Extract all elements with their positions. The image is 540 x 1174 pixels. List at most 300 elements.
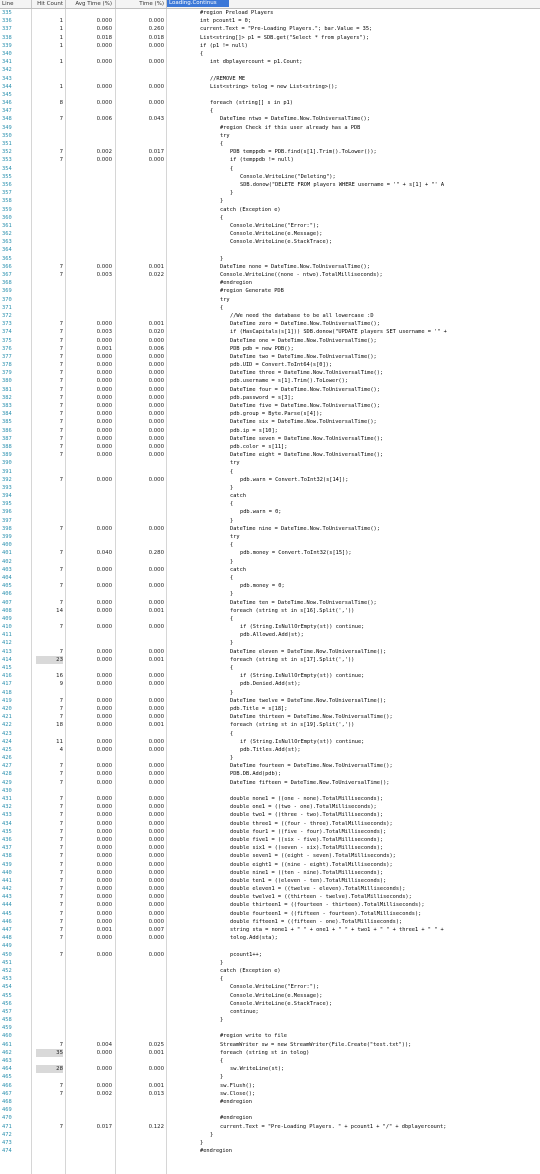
table-row[interactable] (0, 328, 540, 336)
line-number: 348 (2, 116, 12, 123)
table-row[interactable] (0, 246, 540, 254)
time-cell: 0.000 (148, 763, 164, 770)
table-row[interactable] (0, 893, 540, 901)
table-row[interactable] (0, 34, 540, 42)
table-row[interactable] (0, 828, 540, 836)
table-row[interactable] (0, 124, 540, 132)
table-row[interactable] (0, 468, 540, 476)
table-row[interactable] (0, 1139, 540, 1147)
code-line: DateTime fifteen = DateTime.Now.ToUniversalTime(); (230, 779, 390, 786)
hit-count-cell (36, 214, 63, 222)
table-row[interactable] (0, 599, 540, 607)
table-row[interactable] (0, 165, 540, 173)
line-number: 457 (2, 1008, 12, 1015)
time-cell: 0.000 (148, 705, 164, 712)
avg-time-cell (68, 541, 112, 549)
table-row[interactable] (0, 369, 540, 377)
code-line: current.Text = "Pre-Loading Players. " + pcount1 + "/" + dbplayercount; (220, 1123, 447, 1130)
table-row[interactable] (0, 1024, 540, 1032)
table-row[interactable] (0, 42, 540, 50)
hit-count-cell: 7 (59, 419, 63, 426)
line-number: 469 (2, 1107, 12, 1114)
line-number: 362 (2, 231, 12, 238)
line-number: 421 (2, 714, 12, 721)
table-row[interactable] (0, 942, 540, 950)
table-row[interactable] (0, 58, 540, 66)
table-row[interactable] (0, 1106, 540, 1114)
table-row[interactable] (0, 361, 540, 369)
table-row[interactable] (0, 156, 540, 164)
code-line: } (230, 591, 234, 598)
code-line: #region Preload Players (200, 10, 274, 16)
table-row[interactable] (0, 1090, 540, 1098)
avg-time-cell (68, 459, 112, 467)
time-column-header[interactable]: Time (%) (139, 1, 164, 7)
code-line: } (230, 190, 234, 197)
code-line: } (230, 517, 234, 524)
time-cell: 0.000 (148, 476, 164, 483)
table-row[interactable] (0, 689, 540, 697)
time-cell: 0.000 (148, 902, 164, 909)
table-row[interactable] (0, 459, 540, 467)
table-row[interactable] (0, 1147, 540, 1155)
table-row[interactable] (0, 1008, 540, 1016)
avg-time-cell (68, 287, 112, 295)
line-number: 422 (2, 722, 12, 729)
table-row[interactable] (0, 1057, 540, 1065)
hit-count-cell: 7 (59, 411, 63, 418)
table-row[interactable] (0, 607, 540, 615)
table-row[interactable] (0, 566, 540, 574)
time-cell: 0.000 (148, 681, 164, 688)
table-row[interactable] (0, 754, 540, 762)
table-row[interactable] (0, 836, 540, 844)
table-row[interactable] (0, 926, 540, 934)
line-number: 428 (2, 771, 12, 778)
table-row[interactable] (0, 427, 540, 435)
avg-time-cell: 0.000 (96, 337, 112, 344)
avg-time-cell (68, 975, 112, 983)
code-line: { (230, 542, 234, 549)
line-column-header[interactable]: Line (2, 1, 14, 7)
table-row[interactable] (0, 770, 540, 778)
table-row[interactable] (0, 394, 540, 402)
time-cell (118, 1008, 164, 1016)
table-row[interactable] (0, 844, 540, 852)
table-row[interactable] (0, 730, 540, 738)
code-line: double none1 = ((one - none).TotalMilliseconds); (230, 796, 384, 802)
line-number: 384 (2, 411, 12, 418)
hit-count-cell: 23 (36, 656, 63, 664)
avg-time-cell: 0.000 (96, 435, 112, 442)
table-row[interactable] (0, 214, 540, 222)
hit-count-cell (36, 165, 63, 173)
code-line: pdb.warn = 0; (240, 509, 282, 516)
column-divider[interactable] (65, 0, 66, 8)
line-number: 446 (2, 918, 12, 925)
table-row[interactable] (0, 549, 540, 557)
time-cell (118, 1114, 164, 1122)
table-row[interactable] (0, 664, 540, 672)
table-row[interactable] (0, 508, 540, 516)
hit-count-cell: 7 (59, 845, 63, 852)
line-number: 380 (2, 378, 12, 385)
table-row[interactable] (0, 345, 540, 353)
time-cell (118, 9, 164, 17)
table-row[interactable] (0, 787, 540, 795)
table-row[interactable] (0, 852, 540, 860)
avg-time-cell: 0.000 (96, 607, 112, 614)
table-row[interactable] (0, 115, 540, 123)
line-number: 386 (2, 427, 12, 434)
table-row[interactable] (0, 230, 540, 238)
code-line: { (220, 214, 224, 221)
code-line: if (HasCapitals(s[1])) SDB.donow("UPDATE players SET username = '" + (230, 329, 447, 336)
table-row[interactable] (0, 1098, 540, 1106)
avg-time-cell (68, 639, 112, 647)
code-line: catch (Exception e) (220, 967, 281, 974)
code-line: Console.WriteLine(e.Message); (230, 992, 323, 999)
table-row[interactable] (0, 197, 540, 205)
table-row[interactable] (0, 582, 540, 590)
table-row[interactable] (0, 951, 540, 959)
table-row[interactable] (0, 574, 540, 582)
table-row[interactable] (0, 877, 540, 885)
code-line: #region write to file (220, 1033, 287, 1040)
column-divider[interactable] (31, 0, 32, 8)
time-cell: 0.000 (148, 1066, 164, 1073)
table-row[interactable] (0, 451, 540, 459)
table-row[interactable] (0, 910, 540, 918)
table-row[interactable] (0, 271, 540, 279)
line-number: 445 (2, 910, 12, 917)
code-line: pdb.username = s[1].Trim().ToLower(); (230, 378, 348, 385)
table-row[interactable] (0, 901, 540, 909)
line-number: 468 (2, 1098, 12, 1105)
table-row[interactable] (0, 1065, 540, 1073)
table-row[interactable] (0, 287, 540, 295)
avg-time-cell: 0.000 (96, 656, 112, 663)
time-cell: 0.000 (148, 820, 164, 827)
hit-count-cell: 7 (59, 820, 63, 827)
time-cell (118, 107, 164, 115)
line-number: 370 (2, 296, 12, 303)
table-row[interactable] (0, 353, 540, 361)
time-cell (118, 983, 164, 991)
hit-count-cell: 7 (59, 918, 63, 925)
table-row[interactable] (0, 1049, 540, 1057)
column-divider[interactable] (115, 0, 116, 8)
table-row[interactable] (0, 533, 540, 541)
hit-count-cell (36, 754, 63, 762)
avg-time-cell: 0.000 (96, 427, 112, 434)
line-number: 444 (2, 902, 12, 909)
time-cell: 0.000 (148, 869, 164, 876)
code-line: } (220, 1017, 224, 1024)
table-row[interactable] (0, 934, 540, 942)
time-cell: 0.000 (148, 419, 164, 426)
avg-time-cell: 0.001 (96, 927, 112, 933)
time-cell (118, 165, 164, 173)
avg-time-cell (68, 124, 112, 132)
table-row[interactable] (0, 558, 540, 566)
code-line: } (220, 959, 224, 966)
avg-time-cell: 0.000 (96, 42, 112, 49)
table-row[interactable] (0, 91, 540, 99)
table-row[interactable] (0, 320, 540, 328)
time-cell (118, 1073, 164, 1081)
code-tab[interactable]: Loading.Continus (167, 0, 229, 7)
table-row[interactable] (0, 75, 540, 83)
code-line: { (230, 165, 234, 172)
table-row[interactable] (0, 312, 540, 320)
code-line: double ten1 = ((eleven - ten).TotalMilliseconds); (230, 877, 387, 884)
table-row[interactable] (0, 132, 540, 140)
line-number: 449 (2, 943, 12, 950)
table-row[interactable] (0, 410, 540, 418)
table-row[interactable] (0, 680, 540, 688)
table-row[interactable] (0, 738, 540, 746)
avg-time-cell: 0.000 (96, 59, 112, 66)
table-row[interactable] (0, 992, 540, 1000)
time-cell (118, 222, 164, 230)
table-row[interactable] (0, 263, 540, 271)
table-row[interactable] (0, 206, 540, 214)
table-row[interactable] (0, 721, 540, 729)
hit-count-cell (36, 197, 63, 205)
hit-count-cell (36, 517, 63, 525)
table-row[interactable] (0, 181, 540, 189)
hit-count-cell (36, 533, 63, 541)
time-cell (118, 91, 164, 99)
avg-time-cell (68, 181, 112, 189)
time-cell: 0.000 (148, 624, 164, 631)
hit-count-cell (36, 787, 63, 795)
table-row[interactable] (0, 918, 540, 926)
code-line: double one1 = ((two - one).TotalMilliseconds); (230, 804, 377, 811)
line-number: 474 (2, 1148, 12, 1155)
table-row[interactable] (0, 443, 540, 451)
table-row[interactable] (0, 541, 540, 549)
table-row[interactable] (0, 402, 540, 410)
hit-count-cell (36, 631, 63, 639)
table-row[interactable] (0, 500, 540, 508)
time-cell: 0.000 (148, 673, 164, 680)
hit-count-cell: 7 (59, 443, 63, 450)
table-row[interactable] (0, 762, 540, 770)
table-row[interactable] (0, 983, 540, 991)
table-row[interactable] (0, 639, 540, 647)
avg-time-cell: 0.000 (96, 746, 112, 753)
table-row[interactable] (0, 83, 540, 91)
line-number: 450 (2, 951, 12, 958)
avg-time-cell (68, 296, 112, 304)
time-cell (118, 500, 164, 508)
code-line: pdb.money = Convert.ToInt32(s[15]); (240, 550, 352, 557)
table-row[interactable] (0, 713, 540, 721)
table-row[interactable] (0, 189, 540, 197)
hit-count-cell (36, 107, 63, 115)
table-row[interactable] (0, 656, 540, 664)
table-row[interactable] (0, 820, 540, 828)
hit-count-cell: 7 (59, 935, 63, 942)
time-cell: 0.001 (148, 321, 164, 328)
table-row[interactable] (0, 517, 540, 525)
table-row[interactable] (0, 279, 540, 287)
hit-count-cell: 7 (59, 386, 63, 393)
table-row[interactable] (0, 492, 540, 500)
hit-count-cell: 7 (59, 583, 63, 590)
avg-time-cell (68, 304, 112, 312)
avg-time-cell (68, 206, 112, 214)
time-cell: 0.000 (148, 648, 164, 655)
table-row[interactable] (0, 1000, 540, 1008)
line-number: 347 (2, 108, 12, 115)
table-row[interactable] (0, 779, 540, 787)
line-number: 432 (2, 804, 12, 811)
table-row[interactable] (0, 386, 540, 394)
table-row[interactable] (0, 795, 540, 803)
avg-time-cell (68, 1106, 112, 1114)
code-line: Console.WriteLine("Deleting"); (240, 173, 336, 180)
avg-time-cell: 0.000 (96, 624, 112, 631)
avg-time-cell: 0.000 (96, 263, 112, 270)
code-line: DateTime nine = DateTime.Now.ToUniversalTime(); (230, 525, 380, 532)
hit-count-cell (36, 1131, 63, 1139)
table-row[interactable] (0, 337, 540, 345)
table-row[interactable] (0, 672, 540, 680)
table-row[interactable] (0, 222, 540, 230)
table-row[interactable] (0, 861, 540, 869)
table-row[interactable] (0, 377, 540, 385)
hit-count-cell: 7 (59, 394, 63, 401)
time-cell: 0.000 (148, 353, 164, 360)
table-row[interactable] (0, 590, 540, 598)
table-row[interactable] (0, 525, 540, 533)
table-row[interactable] (0, 99, 540, 107)
table-row[interactable] (0, 435, 540, 443)
table-row[interactable] (0, 296, 540, 304)
table-row[interactable] (0, 975, 540, 983)
code-line: { (230, 665, 234, 671)
table-row[interactable] (0, 173, 540, 181)
table-row[interactable] (0, 967, 540, 975)
table-row[interactable] (0, 107, 540, 115)
table-row[interactable] (0, 705, 540, 713)
table-row[interactable] (0, 648, 540, 656)
line-number: 429 (2, 779, 12, 786)
table-row[interactable] (0, 1073, 540, 1081)
line-number: 437 (2, 845, 12, 852)
table-row[interactable] (0, 1082, 540, 1090)
table-row[interactable] (0, 476, 540, 484)
table-row[interactable] (0, 238, 540, 246)
code-line: Console.WriteLine(e.StackTrace); (230, 1000, 333, 1007)
table-row[interactable] (0, 623, 540, 631)
table-row[interactable] (0, 1123, 540, 1131)
avg-time-cell: 0.000 (96, 1066, 112, 1073)
avg-time-cell: 0.060 (96, 26, 112, 33)
table-row[interactable] (0, 418, 540, 426)
table-row[interactable] (0, 148, 540, 156)
avg-time-cell (68, 615, 112, 623)
table-row[interactable] (0, 484, 540, 492)
table-row[interactable] (0, 803, 540, 811)
code-listing[interactable] (0, 9, 540, 1174)
avg-time-cell (68, 1000, 112, 1008)
time-cell (118, 124, 164, 132)
avg-time-cell: 0.002 (96, 1090, 112, 1097)
table-row[interactable] (0, 255, 540, 263)
table-row[interactable] (0, 1041, 540, 1049)
code-line: PDB.DB.Add(pdb); (230, 771, 282, 778)
table-row[interactable] (0, 1032, 540, 1040)
code-line: double fifteen1 = ((fifteen - one).TotalMilliseconds); (230, 918, 403, 925)
table-row[interactable] (0, 885, 540, 893)
table-row[interactable] (0, 140, 540, 148)
table-row[interactable] (0, 811, 540, 819)
line-number: 443 (2, 894, 12, 901)
table-row[interactable] (0, 697, 540, 705)
hit-count-cell (36, 1032, 63, 1040)
hit-count-cell (36, 1073, 63, 1081)
table-row[interactable] (0, 1114, 540, 1122)
hit-count-cell (36, 992, 63, 1000)
hit-count-column-header[interactable]: Hit Count (37, 1, 63, 7)
hit-count-cell: 7 (59, 435, 63, 442)
line-number: 374 (2, 329, 12, 336)
table-row[interactable] (0, 869, 540, 877)
code-line: } (230, 640, 234, 647)
code-line: DateTime twelve = DateTime.Now.ToUniversalTime(); (230, 697, 387, 704)
line-number: 463 (2, 1058, 12, 1064)
avg-time-cell: 0.000 (96, 321, 112, 328)
hit-count-cell: 7 (59, 329, 63, 336)
time-cell: 0.000 (148, 452, 164, 459)
time-cell: 0.000 (148, 812, 164, 819)
code-line: if (String.IsNullOrEmpty(st)) continue; (240, 624, 365, 631)
time-cell: 0.000 (148, 845, 164, 852)
code-line: catch (Exception e) (220, 206, 281, 213)
line-number: 381 (2, 386, 12, 393)
table-row[interactable] (0, 746, 540, 754)
table-row[interactable] (0, 615, 540, 623)
code-line: double nine1 = ((ten - nine).TotalMilliseconds); (230, 869, 384, 876)
hit-count-cell: 1 (59, 83, 63, 90)
table-row[interactable] (0, 17, 540, 25)
avg-time-cell (68, 1008, 112, 1016)
table-row[interactable] (0, 9, 540, 17)
table-row[interactable] (0, 1131, 540, 1139)
avg-time-cell (68, 312, 112, 320)
time-cell: 0.000 (148, 403, 164, 409)
hit-count-cell (36, 730, 63, 738)
code-line (200, 91, 540, 99)
avg-time-cell (68, 197, 112, 205)
line-number: 416 (2, 673, 12, 680)
code-line: pdb.Title = s[18]; (230, 705, 288, 712)
table-row[interactable] (0, 631, 540, 639)
avg-time-cell (68, 1114, 112, 1122)
code-line: } (230, 689, 234, 696)
table-row[interactable] (0, 66, 540, 74)
table-row[interactable] (0, 304, 540, 312)
table-row[interactable] (0, 959, 540, 967)
table-row[interactable] (0, 25, 540, 33)
avg-time-column-header[interactable]: Avg Time (%) (75, 1, 112, 7)
table-row[interactable] (0, 50, 540, 58)
table-row[interactable] (0, 1016, 540, 1024)
